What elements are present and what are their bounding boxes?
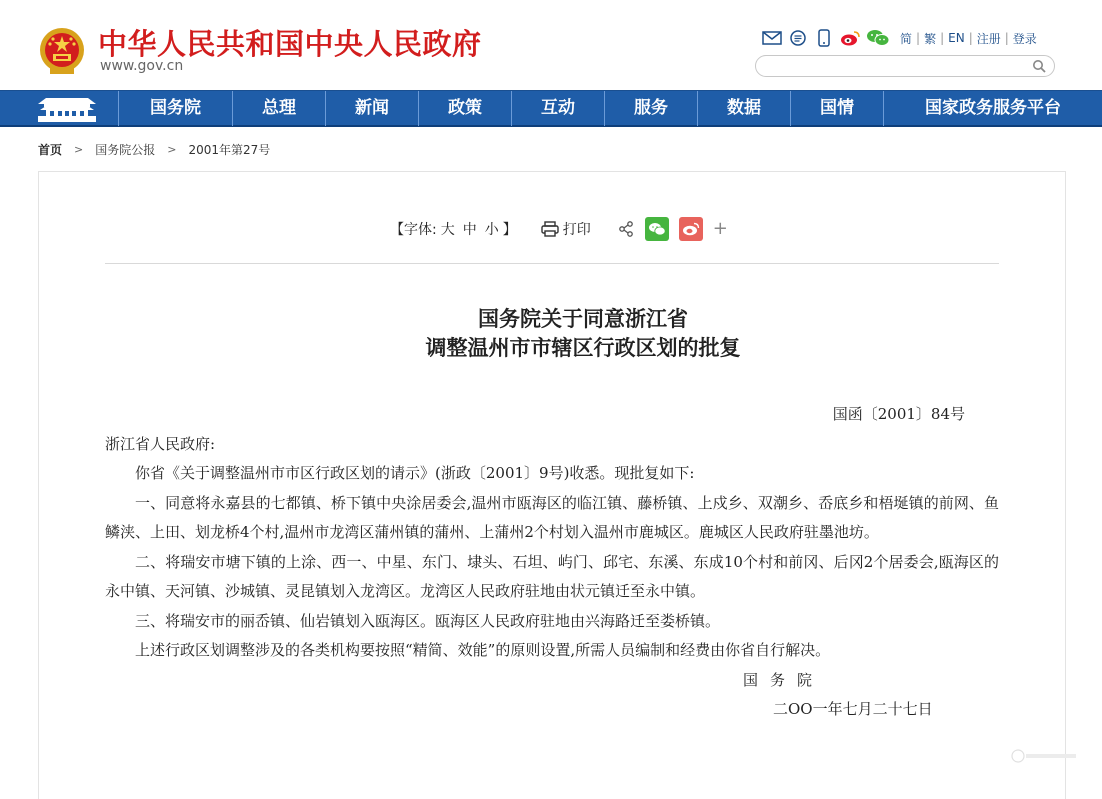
separator: | <box>940 31 945 45</box>
share-icon[interactable] <box>617 220 635 238</box>
nav-item-policy[interactable]: 政策 <box>418 91 511 126</box>
mail-icon[interactable] <box>762 28 782 48</box>
more-share-button[interactable]: + <box>712 218 728 239</box>
lang-english-link[interactable]: EN <box>948 31 965 45</box>
site-header <box>0 0 1102 90</box>
login-link[interactable]: 登录 <box>1012 31 1037 46</box>
nav-item-interaction[interactable]: 互动 <box>511 91 604 126</box>
separator: | <box>916 31 921 45</box>
breadcrumb-issue[interactable]: 2001年第27号 <box>188 143 271 157</box>
nav-item-data[interactable]: 数据 <box>697 91 790 126</box>
document-paragraph: 一、同意将永嘉县的七都镇、桥下镇中央涂居委会,温州市瓯海区的临江镇、藤桥镇、上戍乡、双潮乡、岙底乡和梧埏镇的前网、鱼鳞浃、上田、划龙桥4个村,温州市龙湾区蒲州镇的蒲州、上蒲州2个村划入温州市鹿城区。鹿城区人民政府驻墨池坊。 <box>105 493 999 541</box>
register-link[interactable]: 注册 <box>976 31 1001 46</box>
search-box <box>755 55 1055 77</box>
nav-item-state-council[interactable]: 国务院 <box>118 91 232 126</box>
nav-item-gov-service-platform[interactable]: 国家政务服务平台 <box>883 91 1102 126</box>
document-title-line-2: 调整温州市市辖区行政区划的批复 <box>425 335 741 360</box>
font-size-label-suffix: 】 <box>502 222 517 238</box>
share-wechat-button[interactable] <box>645 217 669 241</box>
mobile-icon[interactable] <box>814 28 834 48</box>
document-paragraph: 三、将瑞安市的丽岙镇、仙岩镇划入瓯海区。瓯海区人民政府驻地由兴海路迁至娄桥镇。 <box>135 611 721 630</box>
nav-item-national-info[interactable]: 国情 <box>790 91 883 126</box>
nav-item-premier[interactable]: 总理 <box>232 91 325 126</box>
nav-item-service[interactable]: 服务 <box>604 91 697 126</box>
document-paragraph: 上述行政区划调整涉及的各类机构要按照“精简、效能”的原则设置,所需人员编制和经费由你省自行解决。 <box>135 641 831 659</box>
breadcrumb-gazette[interactable]: 国务院公报 <box>95 143 156 157</box>
watermark-logo-icon <box>1010 744 1080 768</box>
lang-simplified-link[interactable]: 简 <box>900 31 913 46</box>
chevron-right-icon: > <box>167 143 177 156</box>
document-title-line-1: 国务院关于同意浙江省 <box>478 306 688 331</box>
printer-icon <box>541 221 559 237</box>
toolbar-divider <box>105 263 999 264</box>
top-links <box>762 28 1041 48</box>
font-size-large[interactable]: 大 <box>440 222 455 238</box>
message-icon[interactable] <box>788 28 808 48</box>
share-weibo-button[interactable] <box>679 217 703 241</box>
nav-item-news[interactable]: 新闻 <box>325 91 418 126</box>
document-title <box>105 304 1061 362</box>
weibo-icon <box>682 222 700 236</box>
lang-traditional-link[interactable]: 繁 <box>924 31 937 46</box>
national-emblem-icon[interactable] <box>38 26 86 76</box>
signature-organization: 国务院 <box>743 670 825 689</box>
search-input[interactable] <box>766 57 1036 77</box>
site-title[interactable]: 中华人民共和国中央人民政府 <box>98 27 482 61</box>
wechat-icon[interactable] <box>866 28 890 48</box>
weibo-icon[interactable] <box>840 28 860 48</box>
chevron-right-icon: > <box>74 143 84 156</box>
tiananmen-home-icon[interactable] <box>34 94 100 124</box>
wechat-icon <box>648 222 666 236</box>
document-number: 国函〔2001〕84号 <box>832 405 965 423</box>
document-paragraph: 二、将瑞安市塘下镇的上涂、西一、中星、东门、埭头、石坦、屿门、邱宅、东溪、东成10个村和前冈、后冈2个居委会,瓯海区的永中镇、天河镇、沙城镇、灵昆镇划入龙湾区。龙湾区人民政府驻地由状元镇迁至永中镇。 <box>105 552 999 600</box>
main-nav <box>0 90 1102 127</box>
font-size-label-prefix: 【字体: <box>390 222 437 238</box>
breadcrumb <box>38 141 270 158</box>
document-body <box>105 400 999 725</box>
document-recipient: 浙江省人民政府: <box>105 434 216 453</box>
site-url[interactable]: www.gov.cn <box>100 58 184 74</box>
separator: | <box>968 31 973 45</box>
document-paragraph: 你省《关于调整温州市市区行政区划的请示》(浙政〔2001〕9号)收悉。现批复如下: <box>135 464 695 482</box>
separator: | <box>1004 31 1009 45</box>
signature-date: 二OO一年七月二十七日 <box>773 700 933 718</box>
font-size-medium[interactable]: 中 <box>462 222 477 238</box>
search-icon[interactable] <box>1032 59 1046 73</box>
breadcrumb-home[interactable]: 首页 <box>38 143 63 157</box>
print-button[interactable] <box>541 219 591 239</box>
article-toolbar <box>390 216 728 242</box>
font-size-small[interactable]: 小 <box>484 222 499 238</box>
print-label: 打印 <box>562 222 591 238</box>
